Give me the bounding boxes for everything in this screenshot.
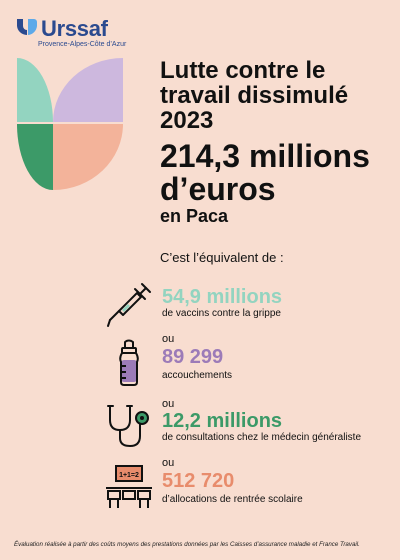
item-value-births: 89 299 — [162, 346, 224, 368]
item-label-vaccines: de vaccins contre la grippe — [162, 308, 281, 319]
salmon-shape — [53, 124, 123, 190]
total-amount: 214,3 millions d’euros — [160, 138, 370, 207]
page-title: Lutte contre le travail dissimulé 2023 — [160, 57, 349, 134]
brand-region: Provence-Alpes-Côte d’Azur — [38, 41, 127, 48]
connector-or-2: ou — [162, 398, 175, 410]
svg-text:1+1=2: 1+1=2 — [119, 472, 139, 479]
item-value-consultations: 12,2 millions — [162, 410, 283, 432]
item-label-births: accouchements — [162, 370, 233, 381]
urssaf-logo-mark-icon — [16, 18, 38, 36]
equivalent-intro: C’est l’équivalent de : — [160, 250, 284, 265]
item-value-vaccines: 54,9 millions — [162, 286, 283, 308]
stethoscope-icon — [104, 400, 154, 450]
baby-bottle-icon — [104, 338, 154, 388]
connector-or-3: ou — [162, 457, 175, 469]
mint-shape — [17, 58, 53, 122]
green-shape — [17, 124, 53, 190]
syringe-icon — [104, 280, 154, 330]
lavender-shape — [53, 58, 123, 122]
region-label: en Paca — [160, 206, 229, 226]
item-label-allowances: d’allocations de rentrée scolaire — [162, 494, 303, 505]
brand-name: Urssaf — [41, 16, 108, 41]
item-value-allowances: 512 720 — [162, 470, 235, 492]
school-desk-icon — [104, 462, 154, 512]
urssaf-logo — [16, 16, 136, 52]
footnote: Évaluation réalisée à partir des coûts moyens des prestations données par les Caisses d’assurance maladie et France Travail. — [14, 541, 360, 548]
decorative-shapes — [17, 58, 123, 190]
connector-or-1: ou — [162, 333, 175, 345]
item-label-consultations: de consultations chez le médecin généraliste — [162, 432, 362, 443]
